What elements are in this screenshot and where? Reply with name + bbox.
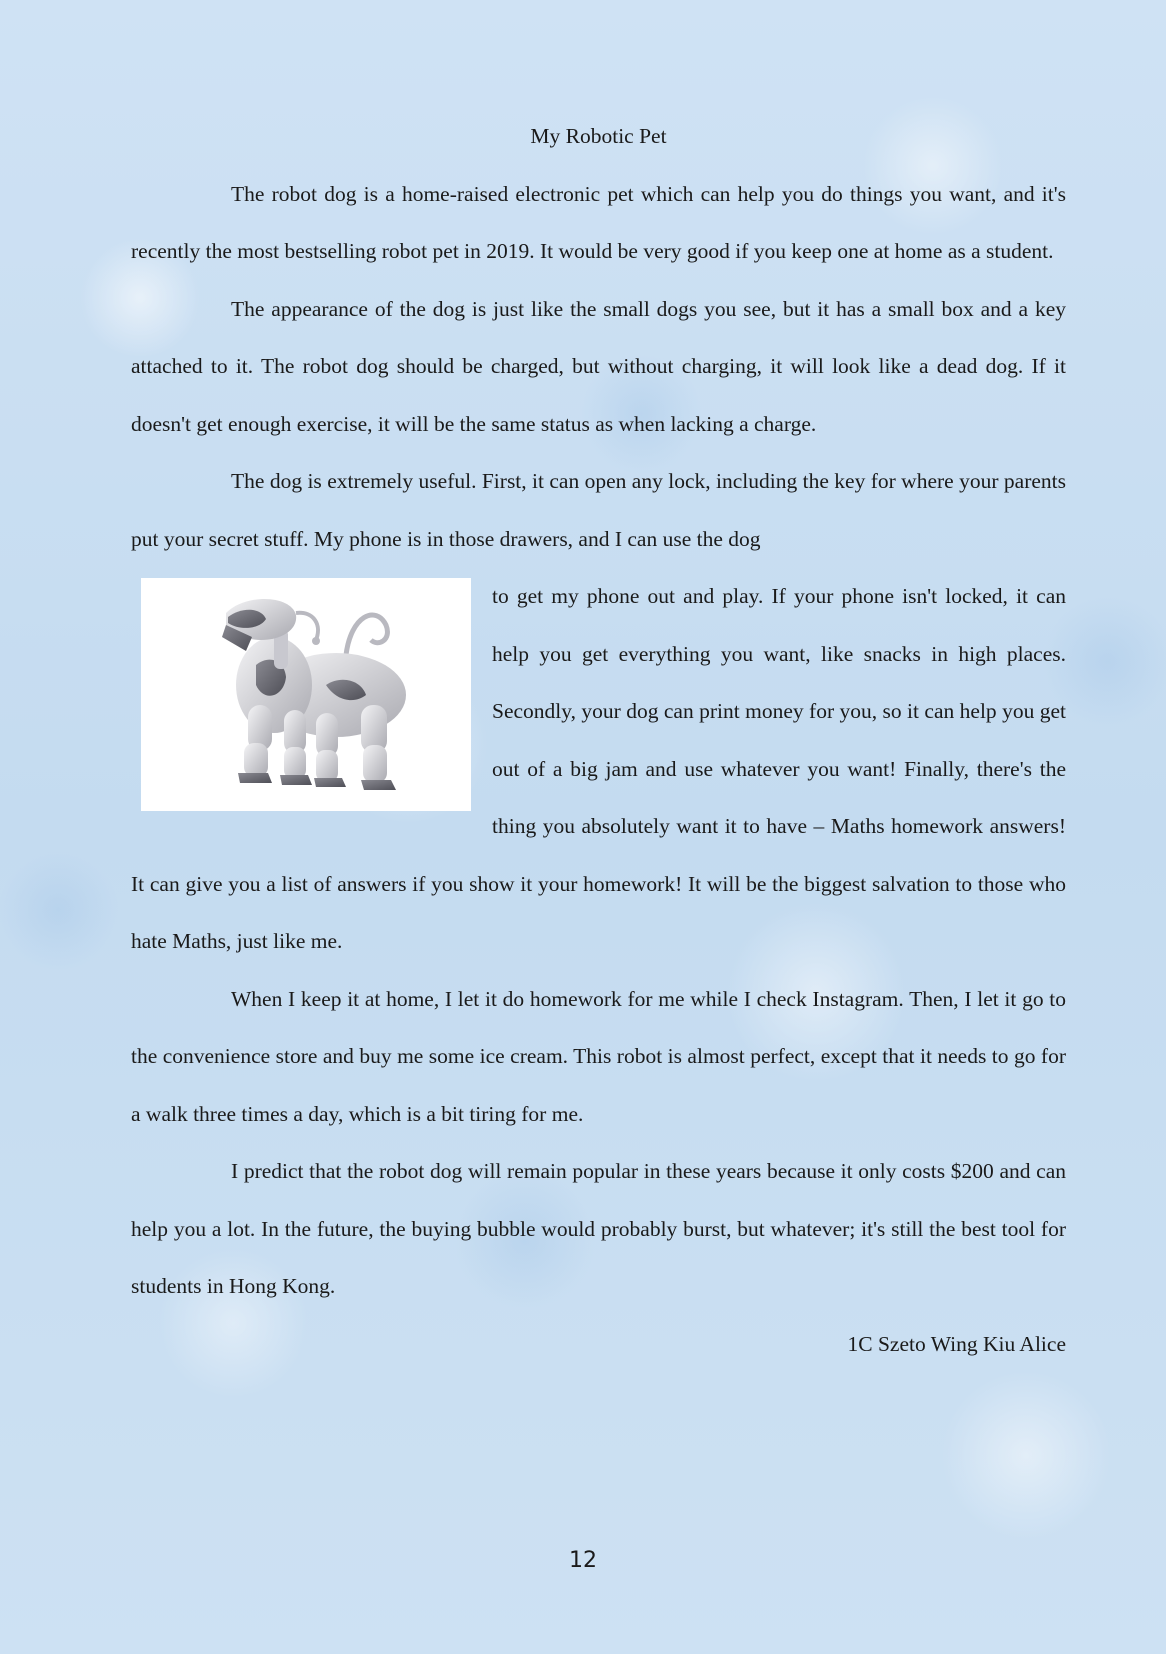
author-signature: 1C Szeto Wing Kiu Alice	[847, 1331, 1066, 1356]
paragraph-2: The appearance of the dog is just like the small dogs you see, but it has a small box and a key attached to it. The robot dog should be charged, but without charging, it will look like a dead dog. If it doesn't get enough exercise, it will be the same status as when lacking a charge.	[131, 296, 1066, 436]
robot-dog-image	[141, 578, 471, 811]
article-title: My Robotic Pet	[530, 124, 667, 148]
paragraph-1: The robot dog is a home-raised electronic pet which can help you do things you want, and it's recently the most bestselling robot pet in 2019. It would be very good if you keep one at home as a student.	[131, 181, 1066, 263]
paragraph-4: When I keep it at home, I let it do homework for me while I check Instagram. Then, I let it go to the convenience store and buy me some ice cream. This robot is almost perfect, except that it needs to go for a walk three times a day, which is a bit tiring for me.	[131, 986, 1066, 1126]
paragraph-3: The dog is extremely useful. First, it can open any lock, including the key for where your parents put your secret stuff. My phone is in those drawers, and I can use the dog	[131, 469, 1066, 551]
page-number: 12	[569, 1548, 597, 1573]
paragraph-5: I predict that the robot dog will remain popular in these years because it only costs $200 and can help you a lot. In the future, the buying bubble would probably burst, but whatever; it's still the best tool for students in Hong Kong.	[131, 1159, 1066, 1298]
article	[131, 108, 1066, 1373]
robot-dog-icon	[156, 585, 456, 805]
paragraph-3-continued: to get my phone out and play. If your phone isn't locked, it can help you get everything you want, like snacks in high places. Secondly, your dog can print money for you, so it can help you get out of a big jam and use whatever you want! Finally, there's the thing you absolutely want it to have – Maths homework answers! It can give you a list of answers if you show it your homework! It will be the biggest salvation to those who hate Maths, just like me.	[131, 584, 1066, 953]
paragraph-3-wrap	[131, 568, 1066, 971]
